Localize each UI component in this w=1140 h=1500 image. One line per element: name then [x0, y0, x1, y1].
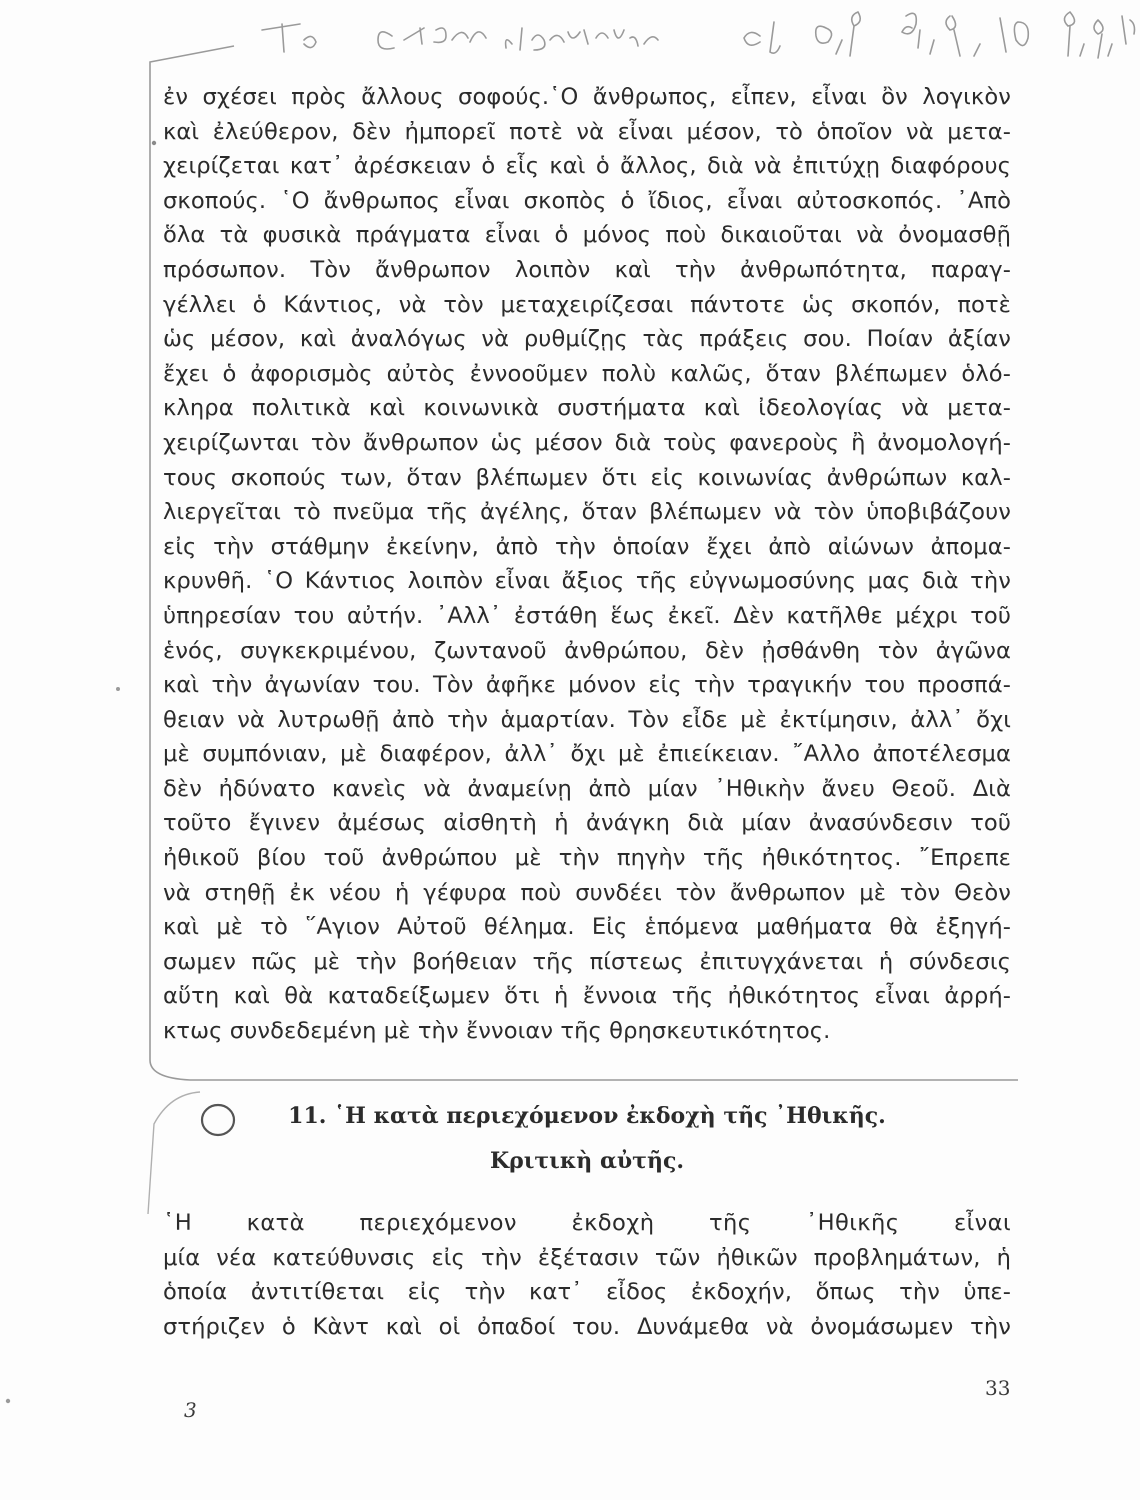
text-line: λιεργεῖται τὸ πνεῦμα τῆς ἀγέλης, ὅταν βλέπωμεν νὰ τὸν ὑποβιβάζουν: [163, 499, 1011, 526]
text-line: ῾Η κατὰ περιεχόμενον ἐκδοχὴ τῆς ᾽Ηθικῆς εἶναι: [163, 1210, 1011, 1236]
text-line: ὑπηρεσίαν του αὐτήν. ᾽Αλλ᾽ ἐστάθη ἕως ἐκεῖ. Δὲν κατῆλθε μέχρι τοῦ: [163, 602, 1011, 629]
text-line: πρόσωπον. Τὸν ἄνθρωπον λοιπὸν καὶ τὴν ἀνθρωπότητα, παραγ-: [163, 256, 1011, 283]
text-line: ὁποία ἀντιτίθεται εἰς τὴν κατ᾽ εἶδος ἐκδοχήν, ὅπως τὴν ὑπε-: [163, 1279, 1011, 1306]
text-line: στήριζεν ὁ Κὰντ καὶ οἱ ὀπαδοί του. Δυνάμεθα νὰ ὀνομάσωμεν τὴν: [163, 1313, 1011, 1340]
section-title-line-2: Κριτικὴ αὐτῆς.: [489, 1148, 685, 1174]
text-line: καὶ τὴν ἀγωνίαν του. Τὸν ἀφῆκε μόνον εἰς τὴν τραγικήν του προσπά-: [163, 672, 1011, 699]
text-line: ἔχει ὁ ἀφορισμὸς αὐτὸς ἐννοοῦμεν πολὺ καλῶς, ὅταν βλέπωμεν ὁλό-: [163, 360, 1011, 387]
text-line: χειρίζεται κατ᾽ ἀρέσκειαν ὁ εἷς καὶ ὁ ἄλλος, διὰ νὰ ἐπιτύχῃ διαφόρους: [163, 153, 1011, 180]
text-line: εἰς τὴν στάθμην ἐκείνην, ἀπὸ τὴν ὁποίαν ἔχει ἀπὸ αἰώνων ἀπομα-: [163, 533, 1011, 560]
text-line: χειρίζωνται τὸν ἄνθρωπον ὡς μέσον διὰ τοὺς φανεροὺς ἢ ἀνομολογή-: [163, 429, 1011, 456]
text-line: θειαν νὰ λυτρωθῇ ἀπὸ τὴν ἁμαρτίαν. Τὸν εἶδε μὲ ἐκτίμησιν, ἀλλ᾽ ὄχι: [163, 706, 1011, 733]
text-line: ἐν σχέσει πρὸς ἄλλους σοφούς.῾Ο ἄνθρωπος, εἶπεν, εἶναι ὂν λογικὸν: [163, 84, 1011, 110]
text-line: μία νέα κατεύθυνσις εἰς τὴν ἐξέτασιν τῶν ἠθικῶν προβλημάτων, ἡ: [163, 1244, 1011, 1271]
text-line: κρυνθῆ. ῾Ο Κάντιος λοιπὸν εἶναι ἄξιος τῆς εὐγνωμοσύνης μας διὰ τὴν: [163, 568, 1011, 595]
handwritten-note-scribble: [262, 12, 1135, 58]
paragraph-2: [163, 1206, 1011, 1344]
text-line: νὰ στηθῇ ἐκ νέου ἡ γέφυρα ποὺ συνδέει τὸν ἄνθρωπον μὲ τὸν Θεὸν: [163, 879, 1011, 906]
signature-mark: 3: [184, 1398, 197, 1422]
section-subheading: [163, 1148, 1011, 1174]
page-number: 33: [985, 1376, 1011, 1400]
text-line: ὡς μέσον, καὶ ἀναλόγως νὰ ρυθμίζῃς τὰς πράξεις σου. Ποίαν ἀξίαν: [163, 326, 1011, 353]
section-number: 11.: [288, 1103, 327, 1129]
text-line: γέλλει ὁ Κάντιος, νὰ τὸν μεταχειρίζεσαι πάντοτε ὡς σκοπόν, ποτὲ: [163, 291, 1011, 318]
text-line: ὅλα τὰ φυσικὰ πράγματα εἶναι ὁ μόνος ποὺ δικαιοῦται νὰ ὀνομασθῇ: [163, 222, 1011, 249]
text-line: καὶ ἐλεύθερον, δὲν ἠμπορεῖ ποτὲ νὰ εἶναι μέσον, τὸ ὁποῖον νὰ μετα-: [163, 118, 1011, 145]
text-line: ἠθικοῦ βίου τοῦ ἀνθρώπου μὲ τὴν πηγὴν τῆς ἠθικότητος. ῎Επρεπε: [163, 845, 1011, 872]
text-line: καὶ μὲ τὸ ῞Αγιον Αὐτοῦ θέλημα. Εἰς ἑπόμενα μαθήματα θὰ ἐξηγή-: [163, 914, 1011, 941]
text-line: μὲ συμπόνιαν, μὲ διαφέρον, ἀλλ᾽ ὄχι μὲ ἐπιείκειαν. ῎Αλλο ἀποτέλεσμα: [163, 741, 1011, 768]
text-line: τοῦτο ἔγινεν ἀμέσως αἰσθητὴ ἡ ἀνάγκη διὰ μίαν ἀνασύνδεσιν τοῦ: [163, 810, 1011, 837]
text-line: δὲν ἠδύνατο κανεὶς νὰ ἀναμείνῃ ἀπὸ μίαν ᾽Ηθικὴν ἄνευ Θεοῦ. Διὰ: [163, 775, 1011, 802]
text-line: ἑνός, συγκεκριμένου, ζωντανοῦ ἀνθρώπου, δὲν ᾐσθάνθη τὸν ἀγῶνα: [163, 637, 1011, 664]
paragraph-1: [163, 80, 1011, 1049]
text-line: κτως συνδεδεμένη μὲ τὴν ἔννοιαν τῆς θρησκευτικότητος.: [163, 1018, 831, 1045]
text-line: αὕτη καὶ θὰ καταδείξωμεν ὅτι ἡ ἔννοια τῆς ἠθικότητος εἶναι ἀρρή-: [163, 983, 1011, 1010]
section-heading: [163, 1103, 1011, 1129]
section-title-line-1: ῾Η κατὰ περιεχόμενον ἐκδοχὴ τῆς ᾽Ηθικῆς.: [334, 1103, 886, 1129]
text-line: σωμεν πῶς μὲ τὴν βοήθειαν τῆς πίστεως ἐπιτυγχάνεται ἡ σύνδεσις: [163, 948, 1011, 975]
text-line: σκοπούς. ῾Ο ἄνθρωπος εἶναι σκοπὸς ὁ ἴδιος, εἶναι αὐτοσκοπός. ᾽Απὸ: [163, 187, 1011, 214]
text-line: τους σκοπούς των, ὅταν βλέπωμεν ὅτι εἰς κοινωνίας ἀνθρώπων καλ-: [163, 464, 1011, 491]
text-line: κληρα πολιτικὰ καὶ κοινωνικὰ συστήματα καὶ ἰδεολογίας νὰ μετα-: [163, 395, 1011, 422]
